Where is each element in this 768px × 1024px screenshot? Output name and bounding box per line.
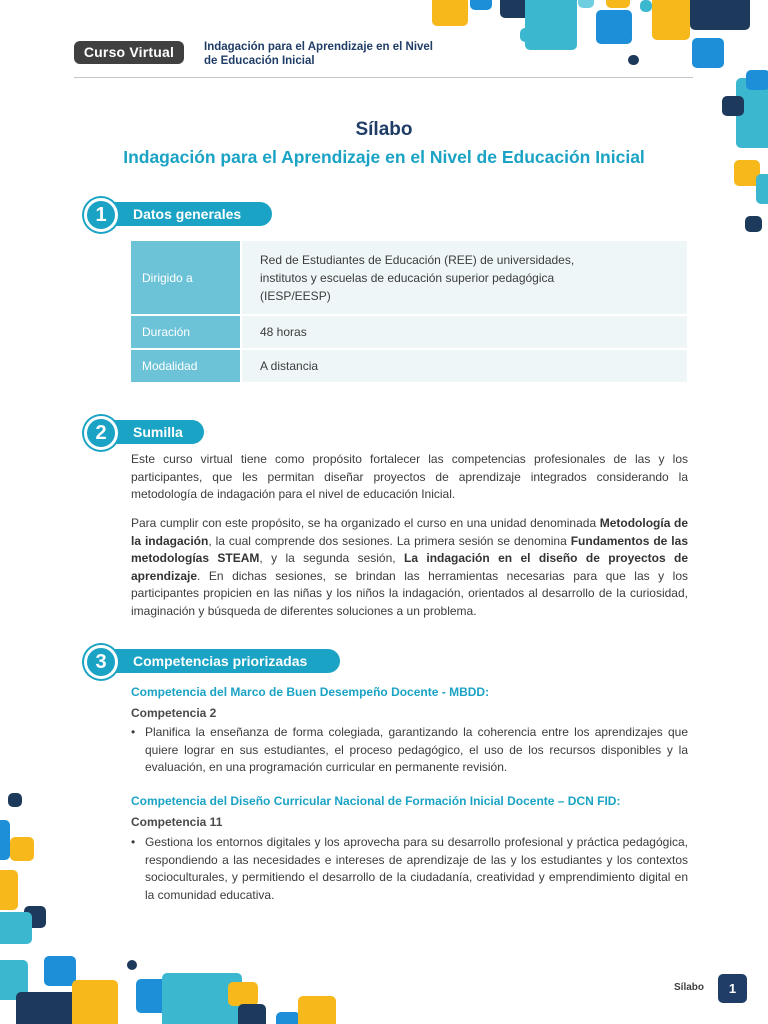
section-number: 1 [84, 198, 118, 232]
course-title-line1: Indagación para el Aprendizaje en el Nivel [204, 41, 434, 53]
row-label: Dirigido a [131, 241, 241, 315]
row-label: Duración [131, 315, 241, 349]
section-number: 2 [84, 416, 118, 450]
header-divider [74, 77, 693, 78]
value-line: institutos y escuelas de educación superior pedagógica [260, 270, 555, 285]
bullet-icon: • [131, 725, 136, 739]
page-title: Sílabo [355, 119, 413, 140]
competency-bullet [131, 834, 688, 904]
competency-name: Competencia 2 [131, 706, 217, 720]
table-row [131, 315, 687, 349]
table-row [131, 241, 687, 315]
course-title-line2: de Educación Inicial [204, 55, 315, 67]
competency-heading-dcn-fid: Competencia del Diseño Curricular Nacional de Formación Inicial Docente – DCN FID: [131, 794, 621, 808]
general-data-table [131, 241, 687, 384]
bold-term: Fundamentos de las metodologías STEAM [131, 533, 688, 565]
course-title [204, 40, 474, 68]
table-row [131, 349, 687, 383]
competency-heading-mbdd: Competencia del Marco de Buen Desempeño Docente - MBDD: [131, 685, 490, 699]
row-label: Modalidad [131, 349, 241, 383]
competency-name: Competencia 11 [131, 815, 223, 829]
section-title: Datos generales [102, 202, 272, 226]
bold-term: Metodología de la indagación [131, 516, 688, 548]
bullet-icon: • [131, 835, 136, 849]
bold-term: La indagación en el diseño de proyectos de aprendizaje [131, 551, 688, 583]
footer-label: Sílabo [674, 982, 705, 993]
bullet-text: Planifica la enseñanza de forma colegiada, garantizando la coherencia entre los aprendizajes que quiere lograr en sus estudiantes, el proceso pedagógico, el uso de los recursos disponibles y la evaluación, en una programación curricular en permanente revisión. [145, 725, 688, 774]
page-subtitle: Indagación para el Aprendizaje en el Nivel de Educación Inicial [123, 147, 645, 167]
page-number: 1 [718, 974, 747, 1003]
section-title: Sumilla [102, 420, 204, 444]
text-run: , y la segunda sesión, [259, 551, 404, 565]
row-value: A distancia [241, 349, 687, 383]
row-value [241, 241, 687, 315]
competency-bullet [131, 724, 688, 777]
value-line: Red de Estudiantes de Educación (REE) de universidades, [260, 252, 575, 267]
row-value: 48 horas [241, 315, 687, 349]
value-line: (IESP/EESP) [260, 288, 331, 303]
text-run: , la cual comprende dos sesiones. La primera sesión se denomina [208, 533, 571, 548]
sumilla-paragraph-1: Este curso virtual tiene como propósito fortalecer las competencias profesionales de las y los participantes, que les permitan diseñar proyectos de aprendizaje integrados considerando la metodología de indagación para el nivel de educación Inicial. [131, 452, 688, 501]
bullet-text: Gestiona los entornos digitales y los aprovecha para su desarrollo profesional y práctica pedagógica, respondiendo a las necesidades e intereses de aprendizaje de las y los estudiantes y los contextos socioculturales, y permitiendo el desarrollo de la ciudadanía, creatividad y emprendimiento digital en la comunidad educativa. [145, 835, 688, 902]
sumilla-paragraph-2 [131, 515, 688, 620]
text-run: . En dichas sesiones, se brindan las herramientas necesarias para que las y los participantes propicien en las niñas y los niños la indagación, orientados al desarrollo de la curiosidad, imaginación y búsqueda de diferentes soluciones a un problema. [131, 568, 688, 618]
text-run: Para cumplir con este propósito, se ha organizado el curso en una unidad denominada [131, 516, 600, 530]
section-number: 3 [84, 645, 118, 679]
section-title: Competencias priorizadas [102, 649, 340, 673]
course-badge: Curso Virtual [74, 41, 184, 64]
